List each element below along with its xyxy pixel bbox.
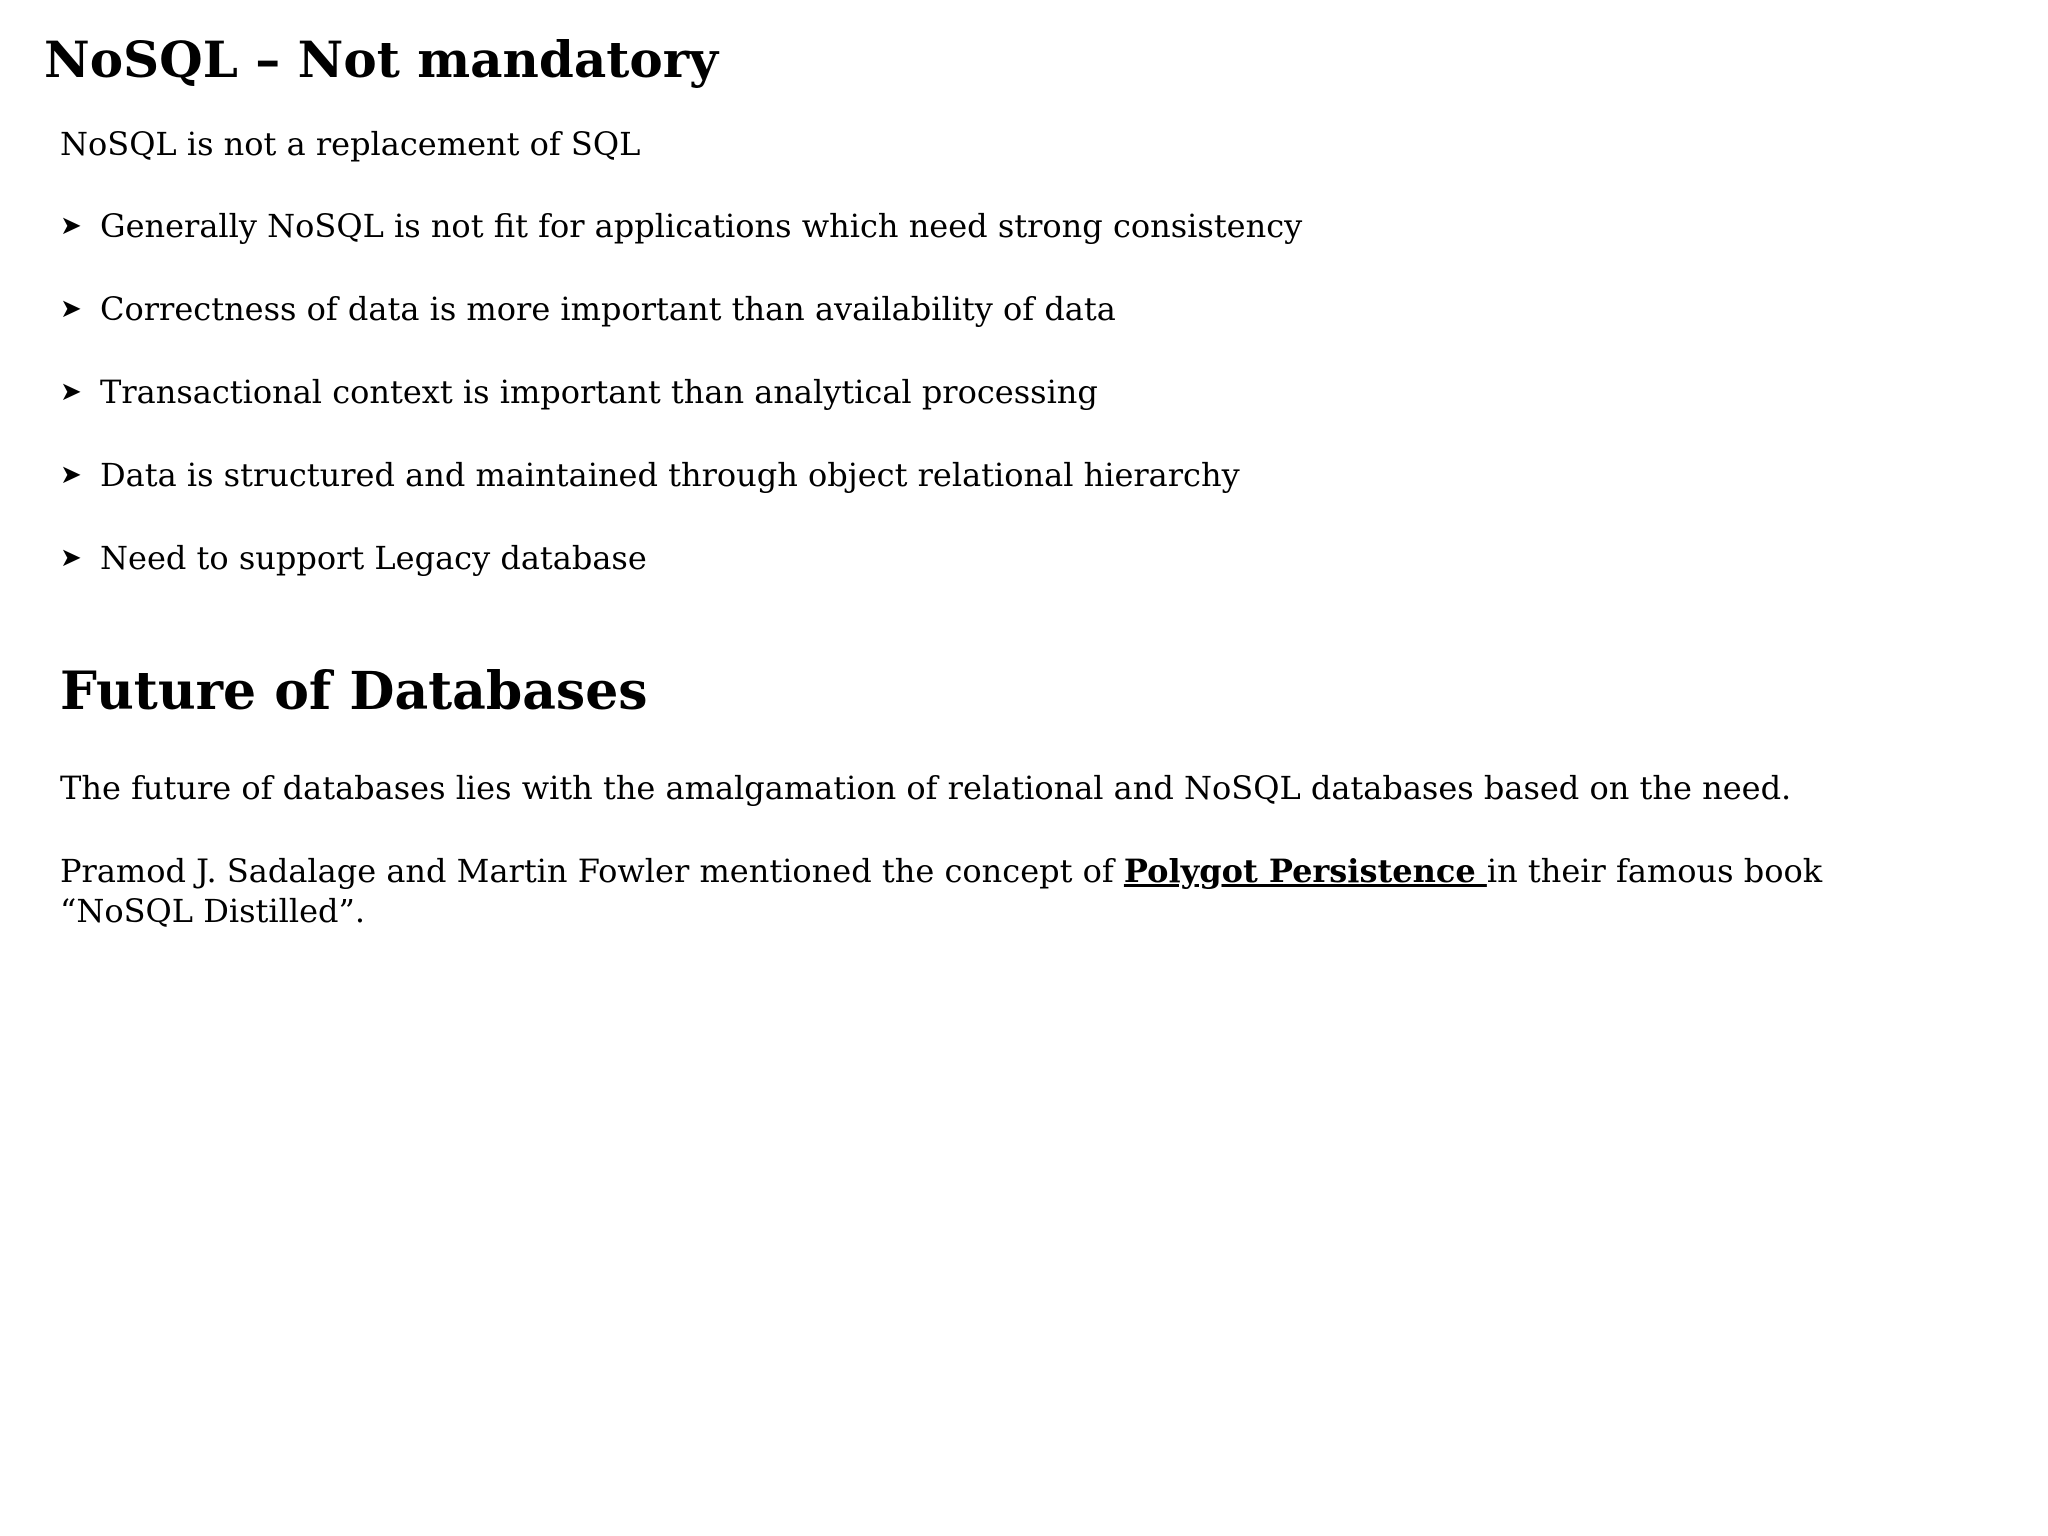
list-item [60, 206, 1302, 246]
list-item [60, 289, 1302, 329]
bullet-text: Transactional context is important than analytical processing [100, 373, 1098, 411]
polyglot-paragraph [60, 851, 1960, 931]
polyglot-paragraph-lead: Pramod J. Sadalage and Martin Fowler mentioned the concept of [60, 852, 1124, 890]
polygot-persistence-link[interactable]: Polygot Persistence [1123, 852, 1487, 890]
list-item [60, 455, 1302, 495]
bullet-text: Data is structured and maintained through object relational hierarchy [100, 456, 1240, 494]
slide-title: NoSQL – Not mandatory [44, 30, 719, 89]
list-item [60, 538, 1302, 578]
arrowhead-bullet-icon: ➤ [60, 294, 82, 324]
bullet-text: Generally NoSQL is not fit for applications which need strong consistency [100, 207, 1303, 245]
bullet-text: Correctness of data is more important than availability of data [100, 290, 1116, 328]
future-paragraph: The future of databases lies with the amalgamation of relational and NoSQL databases based on the need. [60, 769, 1792, 807]
intro-text: NoSQL is not a replacement of SQL [60, 125, 641, 163]
arrowhead-bullet-icon: ➤ [60, 460, 82, 490]
arrowhead-bullet-icon: ➤ [60, 377, 82, 407]
list-item [60, 372, 1302, 412]
bullet-list [60, 206, 1302, 621]
section-heading-future: Future of Databases [60, 661, 648, 722]
arrowhead-bullet-icon: ➤ [60, 211, 82, 241]
arrowhead-bullet-icon: ➤ [60, 543, 82, 573]
bullet-text: Need to support Legacy database [100, 539, 647, 577]
polyglot-paragraph-tail: in their famous book “NoSQL Distilled”. [60, 852, 1823, 930]
